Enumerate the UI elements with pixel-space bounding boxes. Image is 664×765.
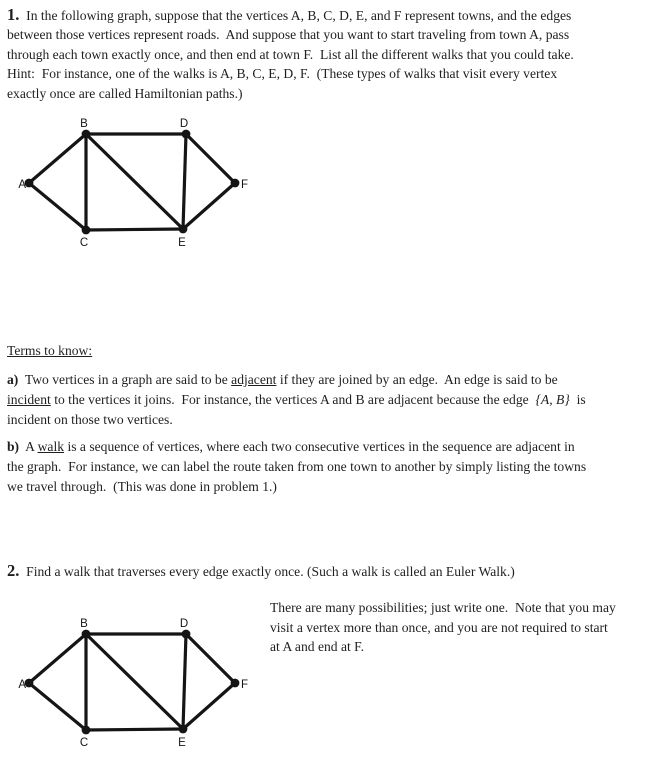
edge-B-E [86,134,183,229]
terms-heading [7,341,92,360]
text-segment: visit a vertex more than once, and you are not required to start [270,619,608,635]
text-segment: is [569,392,586,407]
problem-2-note [270,598,616,657]
edge-E-F [183,683,235,729]
text-line [270,637,616,657]
vertex-A-label: A [18,679,26,691]
graph-svg [0,110,260,260]
vertex-F-label: F [241,679,249,691]
text-segment: A [19,439,38,454]
vertex-B-dot [82,130,91,139]
text-line [7,457,586,477]
text-line [7,477,586,497]
edge-A-B [29,134,86,183]
text-line [7,64,574,83]
vertex-E-dot [179,225,188,234]
edge-A-C [29,683,86,730]
text-segment: the graph. For instance, we can label the route taken from one town to another by simply listing the towns [7,459,587,474]
vertex-E-label: E [178,237,186,249]
vertex-B-dot [82,630,91,639]
text-segment: incident on those two vertices. [7,412,173,427]
vertex-D-label: D [179,118,189,130]
graph-diagram-2 [0,610,260,760]
graph-diagram-1 [0,110,260,260]
text-segment: between those vertices represent roads. And suppose that you want to start traveling from town A, pass [7,27,570,43]
text-segment: through each town exactly once, and then end at town F. List all the different walks that you could take. [7,46,574,62]
edge-D-F [186,134,235,183]
vertex-D-dot [182,130,191,139]
text-segment: incident [7,392,51,407]
text-segment: to the vertices it joins. For instance, the vertices A and B are adjacent because the edge [50,392,536,407]
text-segment: {A, B} [535,392,570,407]
definition-b-text [7,437,586,497]
text-segment: we travel through. (This was done in problem 1.) [7,479,277,494]
edge-E-F [183,183,235,229]
text-line [7,390,586,410]
edge-D-F [186,634,235,683]
vertex-E-label: E [178,737,186,749]
edge-C-E [86,729,183,730]
vertex-C-label: C [79,237,89,249]
vertex-F-dot [231,179,240,188]
text-line [7,5,574,25]
vertex-C-dot [82,726,91,735]
edge-B-E [86,634,183,729]
text-segment: 2. [7,561,20,580]
vertex-F-label: F [241,179,249,191]
text-line [7,341,92,360]
text-segment: walk [37,439,65,454]
edge-C-E [86,229,183,230]
vertex-E-dot [179,725,188,734]
vertex-B-label: B [80,618,88,630]
text-segment: There are many possibilities; just write one. Note that you may [270,600,616,615]
text-segment: Terms to know: [7,343,93,358]
problem-2-text [7,561,515,582]
text-segment: Two vertices in a graph are said to be [18,372,232,387]
edge-A-B [29,634,86,683]
graph-svg [0,610,260,760]
text-line [7,84,574,103]
text-segment: is a sequence of vertices, where each two consecutive vertices in the sequence are adjacent in [64,439,575,454]
vertex-D-label: D [179,618,189,630]
vertex-C-dot [82,226,91,235]
vertex-D-dot [182,630,191,639]
text-line [270,598,616,618]
text-line [7,370,586,390]
edge-D-E [183,134,186,229]
vertex-B-label: B [80,118,88,130]
text-line [7,410,586,430]
text-segment: a) [7,372,19,387]
text-line [7,45,574,64]
text-line [7,25,574,44]
text-line [270,618,616,638]
text-segment: if they are joined by an edge. An edge is said to be [276,372,558,387]
vertex-A-label: A [18,179,26,191]
text-segment: adjacent [231,372,277,387]
vertex-F-dot [231,679,240,688]
problem-1-text [7,5,574,103]
text-segment: at A and end at F. [270,639,365,654]
vertex-C-label: C [79,737,89,749]
edge-D-E [183,634,186,729]
text-line [7,561,515,582]
text-line [7,437,586,457]
text-segment: In the following graph, suppose that the vertices A, B, C, D, E, and F represent towns, and the edges [19,8,572,23]
text-segment: exactly once are called Hamiltonian paths.) [7,85,243,101]
text-segment: b) [7,439,20,454]
text-segment: Hint: For instance, one of the walks is A, B, C, E, D, F. (These types of walks that visit every vertex [7,66,558,82]
edge-A-C [29,183,86,230]
definition-a-text [7,370,586,430]
text-segment: 1. [7,5,20,24]
text-segment: Find a walk that traverses every edge exactly once. (Such a walk is called an Euler Walk.) [19,564,515,579]
